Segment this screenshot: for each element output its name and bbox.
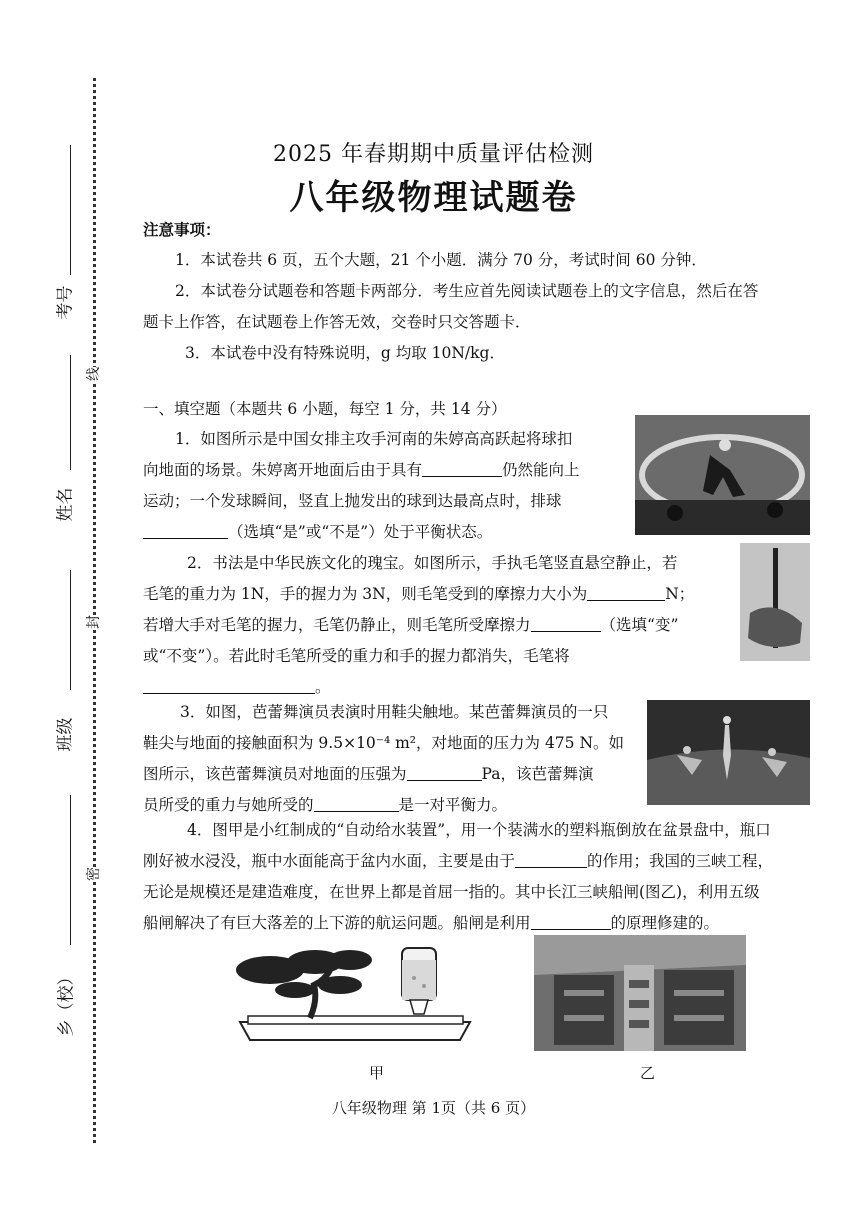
school-label: 乡（校）: [56, 968, 77, 1037]
q1-text-2b: 仍然能向上: [502, 461, 580, 479]
notice-item-3: 3．本试卷中没有特殊说明，g 均取 10N/kg．: [185, 344, 505, 362]
q2-line-2: [143, 579, 694, 610]
q4-text-2a: 刚好被水浸没，瓶中水面能高于盆内水面，主要是由于: [143, 852, 516, 870]
q4-text-4a: 船闸解决了有巨大落差的上下游的航运问题。船闸是利用: [143, 914, 531, 932]
figure-jia-water-device: [230, 940, 478, 1045]
notice-item-1: 1．本试卷共 6 页，五个大题，21 个小题．满分 70 分，考试时间 60 分钟．: [175, 251, 707, 269]
q1-line-2: [143, 455, 580, 486]
name-field[interactable]: [70, 355, 71, 470]
q2-blank-1[interactable]: [587, 584, 665, 601]
page-footer: 八年级物理 第 1页（共 6 页）: [331, 1099, 536, 1117]
q1-blank-1[interactable]: [422, 460, 502, 477]
brush-photo: [740, 543, 810, 661]
q2-line-3: [143, 610, 678, 641]
q1-line-1: 1．如图所示是中国女排主攻手河南的朱婷高高跃起将球扣: [175, 430, 573, 448]
seal-dotted-line: [93, 78, 96, 1143]
q1-text-4: （选填“是”或“不是”）处于平衡状态。: [228, 523, 493, 541]
volleyball-photo: [635, 415, 810, 535]
q3-text-4a: 员所受的重力与她所受的: [143, 796, 314, 814]
q1-line-4: [143, 517, 492, 548]
q3-text-3b: Pa，该芭蕾舞演: [481, 765, 594, 783]
seal-mark-line: 线: [81, 367, 105, 381]
q4-blank-1[interactable]: [515, 851, 587, 868]
q2-blank-2[interactable]: [531, 615, 601, 632]
q3-blank-1[interactable]: [407, 764, 482, 781]
figure-jia-caption: 甲: [369, 1064, 385, 1082]
q4-text-2b: 的作用；我国的三峡工程，: [587, 852, 774, 870]
q2-line-1: 2．书法是中华民族文化的瑰宝。如图所示，手执毛笔竖直悬空静止，若: [187, 554, 678, 572]
figure-yi-ship-lock-photo: [534, 935, 746, 1051]
school-field[interactable]: [70, 795, 71, 945]
q2-text-5: 。: [315, 678, 331, 696]
q1-line-3: 运动；一个发球瞬间，竖直上抛发出的球到达最高点时，排球: [143, 492, 562, 510]
q3-line-1: 3．如图，芭蕾舞演员表演时用鞋尖触地。某芭蕾舞演员的一只: [180, 703, 609, 721]
q2-text-3a: 若增大手对毛笔的握力，毛笔仍静止，则毛笔所受摩擦力: [143, 616, 531, 634]
q3-text-3a: 图所示，该芭蕾舞演员对地面的压强为: [143, 765, 407, 783]
q1-text-2a: 向地面的场景。朱婷离开地面后由于具有: [143, 461, 423, 479]
notice-item-2b: 题卡上作答，在试题卷上作答无效，交卷时只交答题卡．: [143, 313, 531, 331]
name-label: 姓名: [55, 487, 76, 522]
exam-title: 2025 年春期期中质量评估检测: [273, 142, 594, 167]
q2-text-2a: 毛笔的重力为 1N，手的握力为 3N，则毛笔受到的摩擦力大小为: [143, 585, 588, 603]
q3-line-2: 鞋尖与地面的接触面积为 9.5×10⁻⁴ m²，对地面的压力为 475 N。如: [143, 734, 625, 752]
q2-line-4: 或“不变”）。若此时毛笔所受的重力和手的握力都消失，毛笔将: [143, 647, 570, 665]
q1-blank-2[interactable]: [143, 522, 228, 539]
q4-text-4b: 的原理修建的。: [610, 914, 720, 932]
q4-line-1: 4．图甲是小红制成的“自动给水装置”，用一个装满水的塑料瓶倒放在盆景盘中，瓶口: [187, 821, 771, 839]
class-label: 班级: [55, 717, 76, 752]
q3-blank-2[interactable]: [314, 795, 399, 812]
section-1-heading: 一、填空题（本题共 6 小题，每空 1 分，共 14 分）: [143, 400, 507, 418]
class-field[interactable]: [70, 570, 71, 690]
q2-text-3b: （选填“变”: [600, 616, 679, 634]
seal-mark-seal: 封: [81, 615, 105, 629]
q2-text-2b: N；: [665, 585, 695, 603]
q3-text-4b: 是一对平衡力。: [398, 796, 508, 814]
q2-blank-3[interactable]: [143, 677, 315, 694]
seal-mark-secret: 密: [81, 867, 105, 881]
paper-title: 八年级物理试题卷: [289, 178, 578, 218]
q4-blank-2[interactable]: [531, 913, 611, 930]
q3-line-3: [143, 759, 594, 790]
ballet-photo: [647, 700, 810, 805]
exam-no-label: 考号: [55, 285, 76, 320]
q4-line-2: [143, 846, 773, 877]
q4-line-3: 无论是规模还是建造难度，在世界上都是首屈一指的。其中长江三峡船闸(图乙)，利用五级: [143, 883, 760, 901]
notice-item-2a: 2．本试卷分试题卷和答题卡两部分．考生应首先阅读试题卷上的文字信息，然后在答: [175, 282, 759, 300]
figure-yi-caption: 乙: [640, 1064, 656, 1082]
notice-heading: 注意事项：: [143, 220, 221, 239]
